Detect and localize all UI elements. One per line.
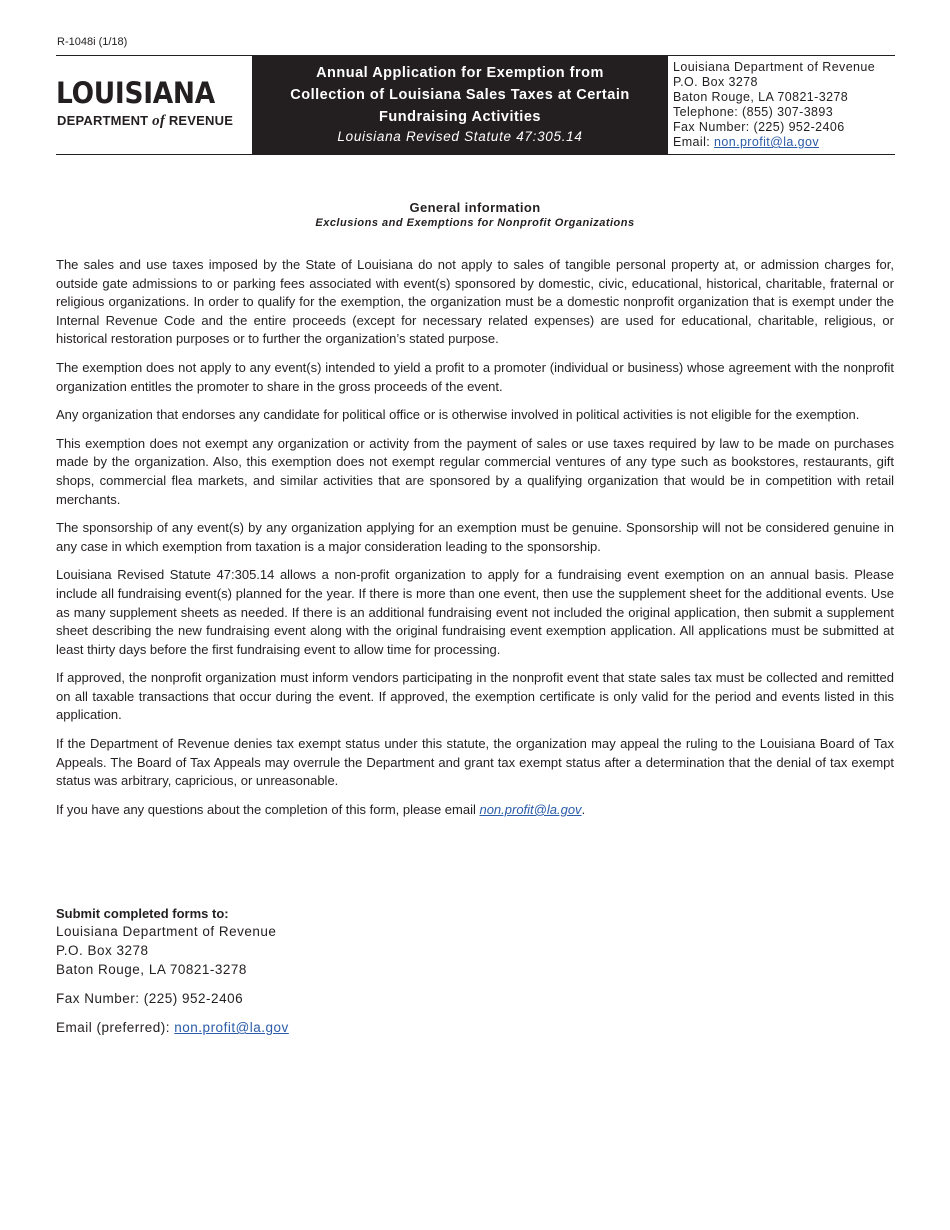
submit-heading: Submit completed forms to: bbox=[56, 906, 229, 921]
paragraph: The sales and use taxes imposed by the State of Louisiana do not apply to sales of tangible personal property at, or admission charges for, outside gate admissions to or parking fees associated with event(s) sponsored by domestic, civic, educational, historical, charitable, fraternal or religious organizations. In order to qualify for the exemption, the organization must be a domestic nonprofit organization that is exempt under the Internal Revenue Code and the entire proceeds (except for necessary related expenses) are used for educational, charitable, religious, or historical restoration purposes or to further the organization’s stated purpose. bbox=[56, 257, 894, 347]
form-title-box bbox=[252, 56, 668, 154]
general-information-body bbox=[56, 256, 894, 829]
submit-fax: Fax Number: (225) 952-2406 bbox=[56, 991, 244, 1006]
submit-email-line: Email (preferred): non.profit@la.gov bbox=[56, 1020, 289, 1035]
form-code: R-1048i (1/18) bbox=[57, 36, 128, 48]
form-title: Annual Application for Exemption from Collection of Louisiana Sales Taxes at Certain Fundraising Activities bbox=[290, 65, 630, 125]
paragraph: Louisiana Revised Statute 47:305.14 allows a non-profit organization to apply for a fundraising event exemption on an annual basis. Please include all fundraising event(s) planned for the year. If there is more than one event, then use the supplement sheet for the additional events. Use as many supplement sheets as needed. If there is an additional fundraising event not included the original application, then submit a supplement sheet describing the new fundraising event along with the original fundraising event exemption application. All applications must be submitted at least thirty days before the first fundraising event to allow time for processing. bbox=[56, 567, 894, 657]
paragraph: This exemption does not exempt any organization or activity from the payment of sales or use taxes required by law to be made on purchases made by the organization. Also, this exemption does not exempt regular commercial ventures of any type such as bookstores, restaurants, gift shops, commercial flea markets, and similar activities that are sponsored by a qualifying organization that would be in competition with retail merchants. bbox=[56, 435, 894, 507]
statute-reference: Louisiana Revised Statute 47:305.14 bbox=[337, 129, 583, 144]
questions-paragraph: If you have any questions about the completion of this form, please email non.profit@la.gov. bbox=[56, 801, 586, 817]
paragraph: The exemption does not apply to any event(s) intended to yield a profit to a promoter (individual or business) whose agreement with the nonprofit organization entitles the promoter to share in the gross proceeds of the event. bbox=[56, 359, 894, 394]
paragraph: Any organization that endorses any candidate for political office or is otherwise involved in political activities is not eligible for the exemption. bbox=[56, 407, 860, 423]
paragraph: If approved, the nonprofit organization must inform vendors participating in the nonprofit event that state sales tax must be collected and remitted on all taxable transactions that occur during the event. If approved, the exemption certificate is only valid for the period and events listed in this application. bbox=[56, 670, 894, 723]
paragraph: If the Department of Revenue denies tax exempt status under this statute, the organization may appeal the ruling to the Louisiana Board of Tax Appeals. The Board of Tax Appeals may overrule the Department and grant tax exempt status after a determination that the denial of tax exempt status was arbitrary, capricious, or unreasonable. bbox=[56, 736, 894, 789]
contact-block: Louisiana Department of Revenue P.O. Box 3278 Baton Rouge, LA 70821-3278 Telephone: (855) 307-3893 Fax Number: (225) 952-2406 Email: non.profit@la.gov bbox=[673, 60, 876, 149]
section-title: General information bbox=[409, 200, 541, 215]
ldr-logo bbox=[56, 56, 252, 154]
section-subtitle: Exclusions and Exemptions for Nonprofit Organizations bbox=[315, 217, 635, 229]
submit-instructions: Submit completed forms to: Louisiana Department of Revenue P.O. Box 3278 Baton Rouge, LA 70821-3278 Fax Number: (225) 952-2406 Email (preferred): non.profit@la.gov bbox=[56, 906, 289, 1035]
paragraph: The sponsorship of any event(s) by any organization applying for an exemption must be genuine. Sponsorship will not be considered genuine in any case in which exemption from taxation is a major consideration leading to the sponsorship. bbox=[56, 520, 894, 554]
logo-subtitle: DEPARTMENT of REVENUE bbox=[57, 113, 234, 129]
logo-wordmark: LOUISIANA bbox=[56, 76, 215, 110]
submit-email-link[interactable]: non.profit@la.gov bbox=[174, 1020, 289, 1035]
form-header bbox=[56, 55, 895, 155]
contact-email-link[interactable]: non.profit@la.gov bbox=[714, 135, 819, 149]
questions-email-link[interactable]: non.profit@la.gov bbox=[479, 801, 582, 817]
